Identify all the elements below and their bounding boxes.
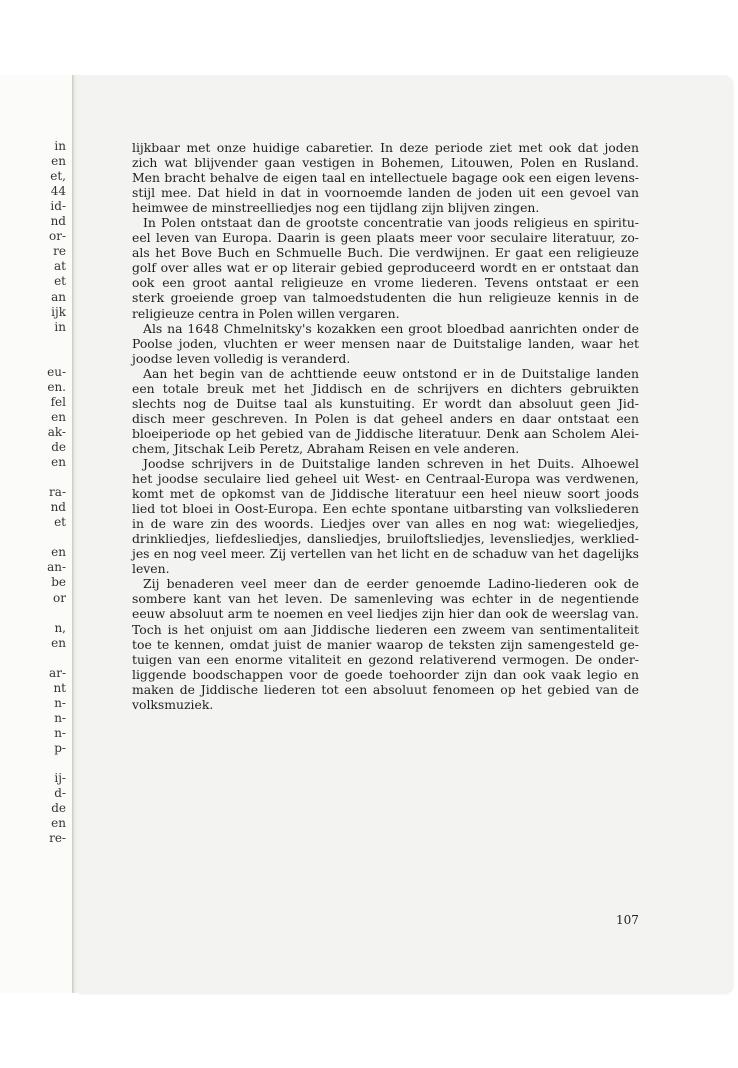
left-page-fragment: n- [54, 725, 66, 740]
text-line: sterk groeiende groep van talmoedstudenten die hun religieuze kennis in de [132, 290, 639, 306]
left-page-fragment: or- [48, 229, 66, 244]
left-page-fragment: nd [50, 214, 66, 229]
left-page-fragment: fel [50, 394, 66, 409]
left-page-fragment: eu- [47, 364, 66, 379]
text-line: leven. [132, 561, 170, 577]
left-page-fragment: an- [47, 560, 66, 575]
left-page-fragment: ak- [47, 424, 66, 439]
left-page-fragment: an [51, 289, 66, 304]
left-page-fragment: ijk [51, 304, 66, 319]
text-line: Zij benaderen veel meer dan de eerder genoemde Ladino-liederen ook de [143, 576, 639, 592]
text-line: ook een groot aantal religieuze en vrome liederen. Tevens ontstaat er een [132, 275, 639, 291]
text-line: disch meer geschreven. In Polen is dat geheel anders en daar ontstaat een [132, 410, 639, 426]
left-page-fragment: en [51, 545, 66, 560]
left-page-fragment: n- [54, 695, 66, 710]
left-page-fragment: d- [54, 786, 66, 801]
left-page-fragment: de [51, 440, 66, 454]
left-page-fragment: 44 [50, 184, 66, 199]
text-line: sombere kant van het leven. De samenleving was echter in de negentiende [132, 591, 639, 607]
text-line: drinkliedjes, liefdesliedjes, dansliedjes, bruiloftsliedjes, levensliedjes, werklied- [132, 531, 639, 547]
text-line: het joodse seculaire lied geheel uit West- en Centraal-Europa was verdwenen, [132, 471, 639, 487]
text-line: in de ware zin des woords. Liedjes over van alles en nog wat: wiegeliedjes, [132, 516, 639, 532]
text-line: stijl mee. Dat hield in dat in voornoemde landen de joden uit een gevoel van [132, 185, 639, 201]
left-page-fragment: en [51, 455, 66, 470]
text-line: joodse leven volledig is veranderd. [132, 350, 351, 366]
left-page-fragment: en. [47, 379, 66, 394]
right-page [78, 75, 732, 993]
text-line: lied tot bloei in Oost-Europa. Een echte spontane uitbarsting van volksliederen [132, 501, 639, 517]
left-page-fragment: de [51, 801, 66, 816]
left-page-fragment: ij- [54, 771, 66, 786]
left-page-fragment: at [54, 259, 66, 274]
left-page-fragment: et [54, 515, 66, 530]
left-page-fragment: ra- [49, 485, 66, 500]
text-line: In Polen ontstaat dan de grootste concentratie van joods religieus en spiritu- [143, 215, 639, 231]
text-line: liggende boodschappen voor de goede toehoorder zijn dan ook vaak legio en [132, 666, 639, 682]
text-line: als het Bove Buch en Schmuelle Buch. Die verdwijnen. Er gaat een religieuze [132, 245, 639, 261]
text-line: komt met de opkomst van de Jiddische literatuur een heel nieuw soort joods [132, 486, 639, 502]
left-page-fragment: ar- [49, 665, 66, 680]
left-page-fragment: re [53, 244, 66, 259]
text-line: heimwee de minstreelliedjes nog een tijdlang zijn blijven zingen. [132, 200, 540, 216]
text-line: eeuw absoluut arm te noemen en veel liedjes zijn hier dan ook de weerslag van. [132, 606, 639, 622]
left-page-fragment: en [51, 635, 66, 650]
left-page-fragment: p- [54, 741, 66, 755]
text-line: Als na 1648 Chmelnitsky's kozakken een groot bloedbad aanrichten onder de [143, 320, 639, 336]
left-page-fragment: be [51, 575, 66, 590]
text-line: golf over alles wat er op literair gebied geproduceerd wordt en er ontstaat dan [132, 260, 639, 276]
left-page-fragment: en [51, 154, 66, 169]
left-page-fragment: et [54, 274, 66, 289]
text-line: Joodse schrijvers in de Duitstalige landen schreven in het Duits. Alhoewel [143, 455, 639, 471]
left-page-fragment: id- [50, 199, 66, 214]
text-line: een totale breuk met het Jiddisch en de schrijvers en dichters gebruikten [132, 380, 639, 396]
body-text [132, 140, 639, 712]
text-line: bloeiperiode op het gebied van de Jiddische literatuur. Denk aan Scholem Alei- [132, 425, 639, 441]
left-page-fragment: or [53, 590, 66, 605]
left-page-fragment: nt [53, 680, 66, 695]
left-page-fragment: en [51, 409, 66, 424]
text-line: tuigen van een enorme vitaliteit en gezond relativerend vermogen. De onder- [132, 651, 639, 667]
text-line: eel leven van Europa. Daarin is geen plaats meer voor seculaire literatuur, zo- [132, 230, 639, 246]
text-line: volksmuziek. [132, 696, 214, 712]
text-line: slechts nog de Duitse taal als kunstuiting. Er wordt dan absoluut geen Jid- [132, 395, 639, 411]
text-line: Toch is het onjuist om aan Jiddische liederen een zweem van sentimentaliteit [132, 621, 639, 637]
text-line: chem, Jitschak Leib Peretz, Abraham Reisen en vele anderen. [132, 440, 520, 456]
text-line: Poolse joden, vluchten er weer mensen naar de Duitstalige landen, waar het [132, 335, 639, 351]
text-line: zich wat blijvender gaan vestigen in Bohemen, Litouwen, Polen en Rusland. [132, 155, 639, 171]
left-page-fragment: et, [50, 169, 66, 184]
left-page-fragment: n, [54, 620, 66, 635]
page-number: 107 [616, 913, 639, 927]
text-line: Aan het begin van de achttiende eeuw ontstond er in de Duitstalige landen [143, 365, 639, 381]
left-page-fragment: in [54, 139, 66, 153]
left-page-fragment: in [54, 319, 66, 334]
text-line: Men bracht behalve de eigen taal en intellectuele bagage ook een eigen levens- [132, 170, 639, 186]
left-page-fragment: n- [54, 710, 66, 725]
left-page-fragment: nd [50, 500, 66, 515]
left-page-fragment: en [51, 816, 66, 831]
left-page-edge [0, 75, 72, 993]
text-line: maken de Jiddische liederen tot een absoluut fenomeen op het gebied van de [132, 681, 639, 697]
left-page-fragment: re- [49, 831, 66, 846]
text-line: religieuze centra in Polen willen vergaren. [132, 305, 400, 321]
text-line: toe te kennen, omdat juist de manier waarop de teksten zijn samengesteld ge- [132, 636, 639, 652]
text-line: jes en nog veel meer. Zij vertellen van het licht en de schaduw van het dagelijks [132, 546, 639, 562]
text-line: lijkbaar met onze huidige cabaretier. In deze periode ziet met ook dat joden [132, 140, 639, 155]
